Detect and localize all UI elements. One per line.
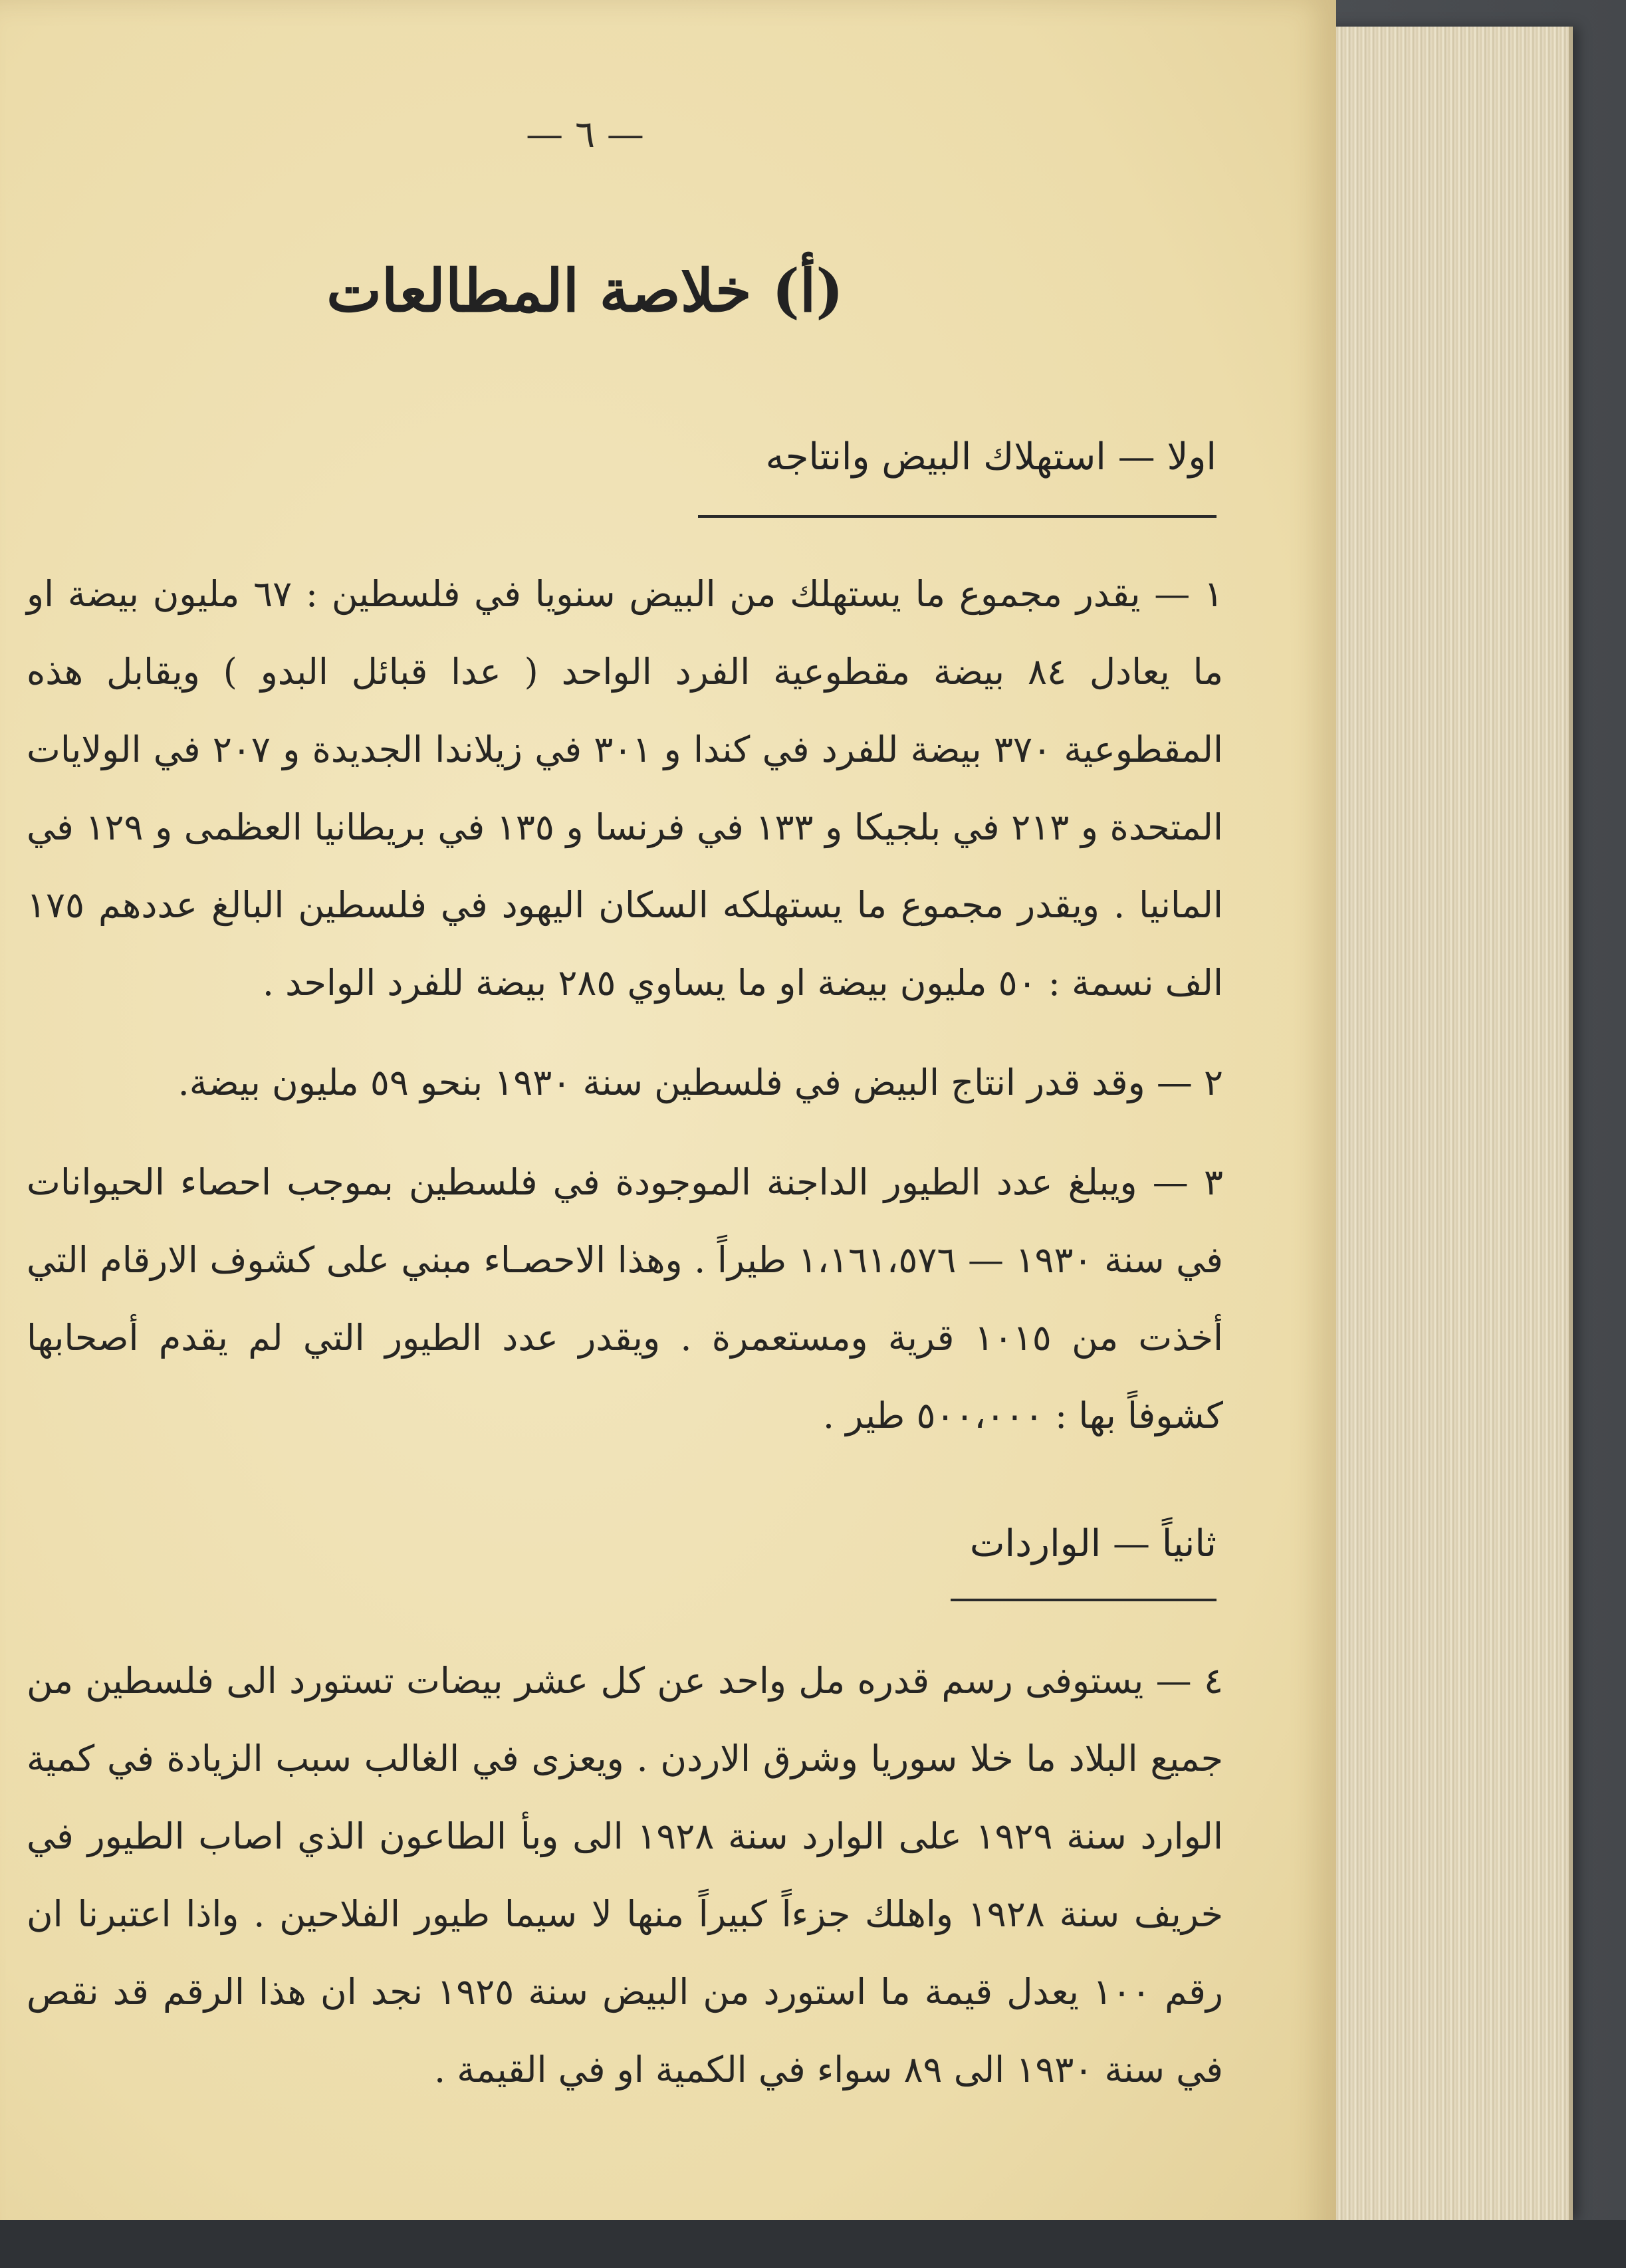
- paragraph-4: ٤ — يستوفى رسم قدره مل واحد عن كل عشر بيضات تستورد الى فلسطين من جميع البلاد ما خلا سوريا وشرق الاردن . ويعزى في الغالب سبب الزيادة في كمية الوارد سنة ١٩٢٩ على الوارد سنة ١٩٢٨ الى وبأ الطاعون الذي اصاب الطيور في خريف سنة ١٩٢٨ واهلك جزءاً كبيراً منها لا سيما طيور الفلاحين . واذا اعتبرنا ان رقم ١٠٠ يعدل قيمة ما استورد من البيض سنة ١٩٢٥ نجد ان هذا الرقم قد نقص في سنة ١٩٣٠ الى ٨٩ سواء في الكمية او في القيمة .: [27, 1660, 1223, 2091]
- section-heading-consumption: اولا — استهلاك البيض وانتاجه: [765, 435, 1217, 479]
- page-title: (أ) خلاصة المطالعات: [326, 256, 844, 325]
- paragraph-2: ٢ — وقد قدر انتاج البيض في فلسطين سنة ١٩٣٠ بنحو ٥٩ مليون بيضة.: [177, 1062, 1223, 1103]
- section-heading-imports: ثانياً — الواردات: [969, 1522, 1217, 1565]
- book-cover-edge: [0, 2220, 1626, 2268]
- page-number: — ٦ —: [526, 113, 644, 156]
- paragraph-3: ٣ — ويبلغ عدد الطيور الداجنة الموجودة في فلسطين بموجب احصاء الحيوانات في سنة ١٩٣٠ — ١،١٦١،٥٧٦ طيراً . وهذا الاحصـاء مبني على كشوف الارقام التي أخذت من ١٠١٥ قرية ومستعمرة . ويقدر عدد الطيور التي لم يقدم أصحابها كشوفاً بها : ٥٠٠،٠٠٠ طير .: [27, 1161, 1223, 1436]
- book-page-edges: [1320, 27, 1573, 2220]
- section-heading-underline: [698, 515, 1217, 518]
- section-heading-underline: [951, 1599, 1217, 1601]
- paragraph-1: ١ — يقدر مجموع ما يستهلك من البيض سنويا في فلسطين : ٦٧ مليون بيضة او ما يعادل ٨٤ بيضة مقطوعية الفرد الواحد ( عدا قبائل البدو ) ويقابل هذه المقطوعية ٣٧٠ بيضة للفرد في كندا و ٣٠١ في زيلاندا الجديدة و ٢٠٧ في الولايات المتحدة و ٢١٣ في بلجيكا و ١٣٣ في فرنسا و ١٣٥ في بريطانيا العظمى و ١٢٩ في المانيا . ويقدر مجموع ما يستهلكه السكان اليهود في فلسطين البالغ عددهم ١٧٥ الف نسمة : ٥٠ مليون بيضة او ما يساوي ٢٨٥ بيضة للفرد الواحد .: [27, 573, 1224, 1004]
